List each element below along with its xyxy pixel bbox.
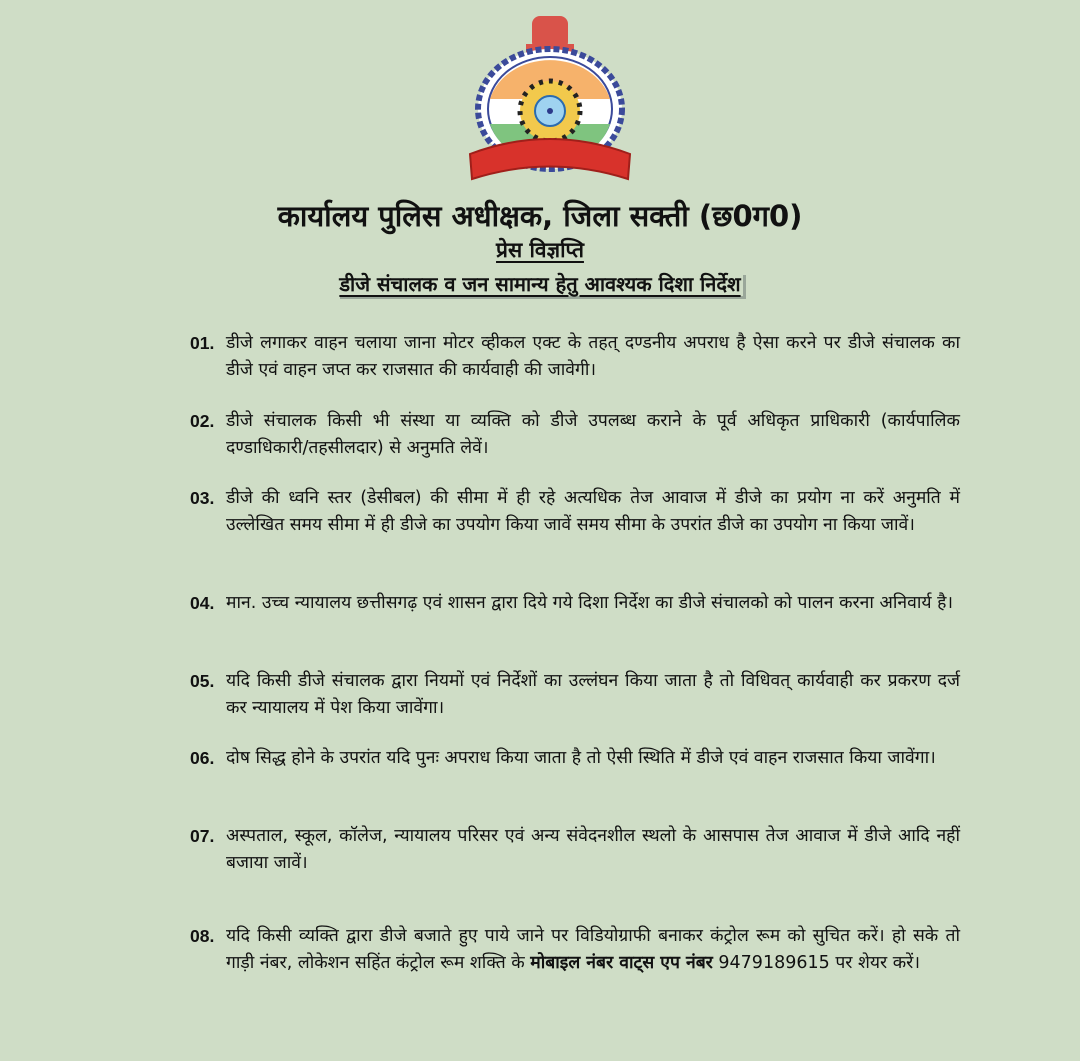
press-release-label: प्रेस विज्ञप्ति <box>496 238 584 262</box>
guideline-item <box>190 408 960 462</box>
guideline-item <box>190 485 960 539</box>
guideline-item <box>190 745 960 772</box>
guideline-item <box>190 668 960 722</box>
item-text: डीजे संचालक किसी भी संस्था या व्यक्ति को डीजे उपलब्ध कराने के पूर्व अधिकृत प्राधिकारी (कार्यपालिक दण्डाधिकारी/तहसीलदार) से अनुमति लेवें। <box>226 411 960 458</box>
item-text: अस्पताल, स्कूल, कॉलेज, न्यायालय परिसर एवं अन्य संवेदनशील स्थलो के आसपास तेज आवाज में डीजे आदि नहीं बजाया जावें। <box>226 826 960 873</box>
whatsapp-label: मोबाइल नंबर वाट्स एप नंबर <box>530 953 713 973</box>
item-number: 03. <box>190 488 215 508</box>
whatsapp-phone-number: 9479189615 <box>712 953 830 973</box>
item-number: 06. <box>190 748 215 768</box>
office-title: कार्यालय पुलिस अधीक्षक, जिला सक्ती (छ0ग0) <box>277 199 803 233</box>
guideline-item <box>190 590 960 617</box>
press-release-heading <box>0 236 1080 264</box>
subject-label: डीजे संचालक व जन सामान्य हेतु आवश्यक दिशा निर्देश <box>339 272 741 296</box>
item-text: डीजे की ध्वनि स्तर (डेसीबल) की सीमा में ही रहे अत्यधिक तेज आवाज में डीजे का प्रयोग ना करें अनुमति में उल्लेखित समय सीमा में ही डीजे का उपयोग किया जावें समय सीमा के उपरांत डीजे का उपयोग ना किया जावें। <box>226 488 960 535</box>
guideline-item <box>190 330 960 384</box>
item-number: 04. <box>190 593 215 613</box>
item-text: दोष सिद्ध होने के उपरांत यदि पुनः अपराध किया जाता है तो ऐसी स्थिति में डीजे एवं वाहन राजसात किया जावेंगा। <box>226 748 936 768</box>
chhattisgarh-police-emblem <box>450 14 650 189</box>
item-text-part: यदि किसी व्यक्ति द्वारा डीजे बजाते हुए पाये जाने पर विडियोग्राफी बनाकर कंट्रोल रूम को सुचित करें। हो सके तो गाड़ी नंबर, लोकेशन सहिंत कंट्रोल रूम शक्ति के <box>226 926 960 973</box>
item-text <box>226 923 960 977</box>
item-number: 02. <box>190 411 215 431</box>
item-text: डीजे लगाकर वाहन चलाया जाना मोटर व्हीकल एक्ट के तहत् दण्डनीय अपराध है ऐसा करने पर डीजे संचालक का डीजे एवं वाहन जप्त कर राजसात की कार्यवाही की जावेगी। <box>226 333 960 380</box>
item-number: 01. <box>190 333 215 353</box>
item-text: यदि किसी डीजे संचालक द्वारा नियमों एवं निर्देशों का उल्लंघन किया जाता है तो विधिवत् कार्यवाही कर प्रकरण दर्ज कर न्यायालय में पेश किया जावेंगा। <box>226 671 960 718</box>
subject-heading <box>0 270 1080 297</box>
guideline-item <box>190 923 960 977</box>
item-text: मान. उच्च न्यायालय छत्तीसगढ़ एवं शासन द्वारा दिये गये दिशा निर्देश का डीजे संचालको को पालन करना अनिवार्य है। <box>226 593 953 613</box>
item-number: 05. <box>190 671 215 691</box>
guideline-item <box>190 823 960 877</box>
item-text-part: पर शेयर करें। <box>829 953 920 973</box>
item-number: 08. <box>190 926 215 946</box>
item-number: 07. <box>190 826 215 846</box>
